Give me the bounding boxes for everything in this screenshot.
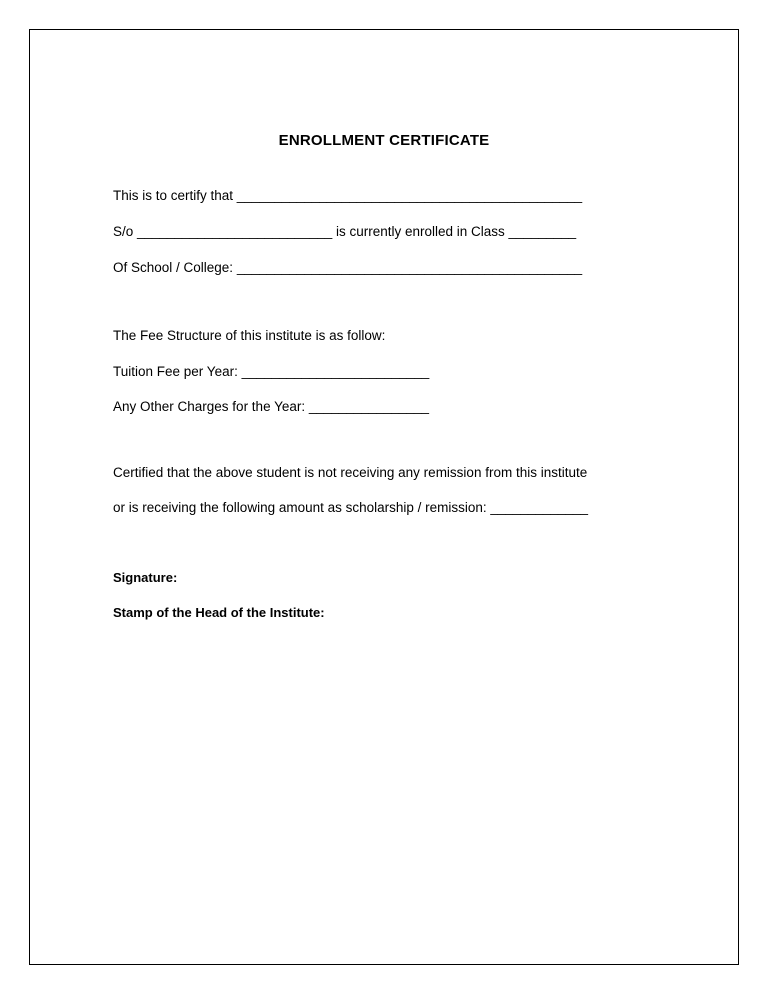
signature-label: Signature:	[113, 570, 178, 585]
other-charges-line: Any Other Charges for the Year: ________________	[113, 399, 429, 414]
document-title: ENROLLMENT CERTIFICATE	[278, 132, 490, 149]
stamp-label: Stamp of the Head of the Institute:	[113, 605, 325, 620]
tuition-line: Tuition Fee per Year: _________________________	[113, 364, 430, 379]
fee-intro-line: The Fee Structure of this institute is as follow:	[113, 328, 386, 343]
school-line: Of School / College: ______________________________________________	[113, 260, 583, 275]
certify-line: This is to certify that ______________________________________________	[113, 188, 583, 203]
certificate-page	[29, 29, 739, 965]
remission-line-2: or is receiving the following amount as scholarship / remission: _____________	[113, 500, 589, 515]
son-of-line: S/o __________________________ is currently enrolled in Class _________	[113, 224, 577, 239]
remission-line-1: Certified that the above student is not receiving any remission from this institute	[113, 465, 588, 480]
